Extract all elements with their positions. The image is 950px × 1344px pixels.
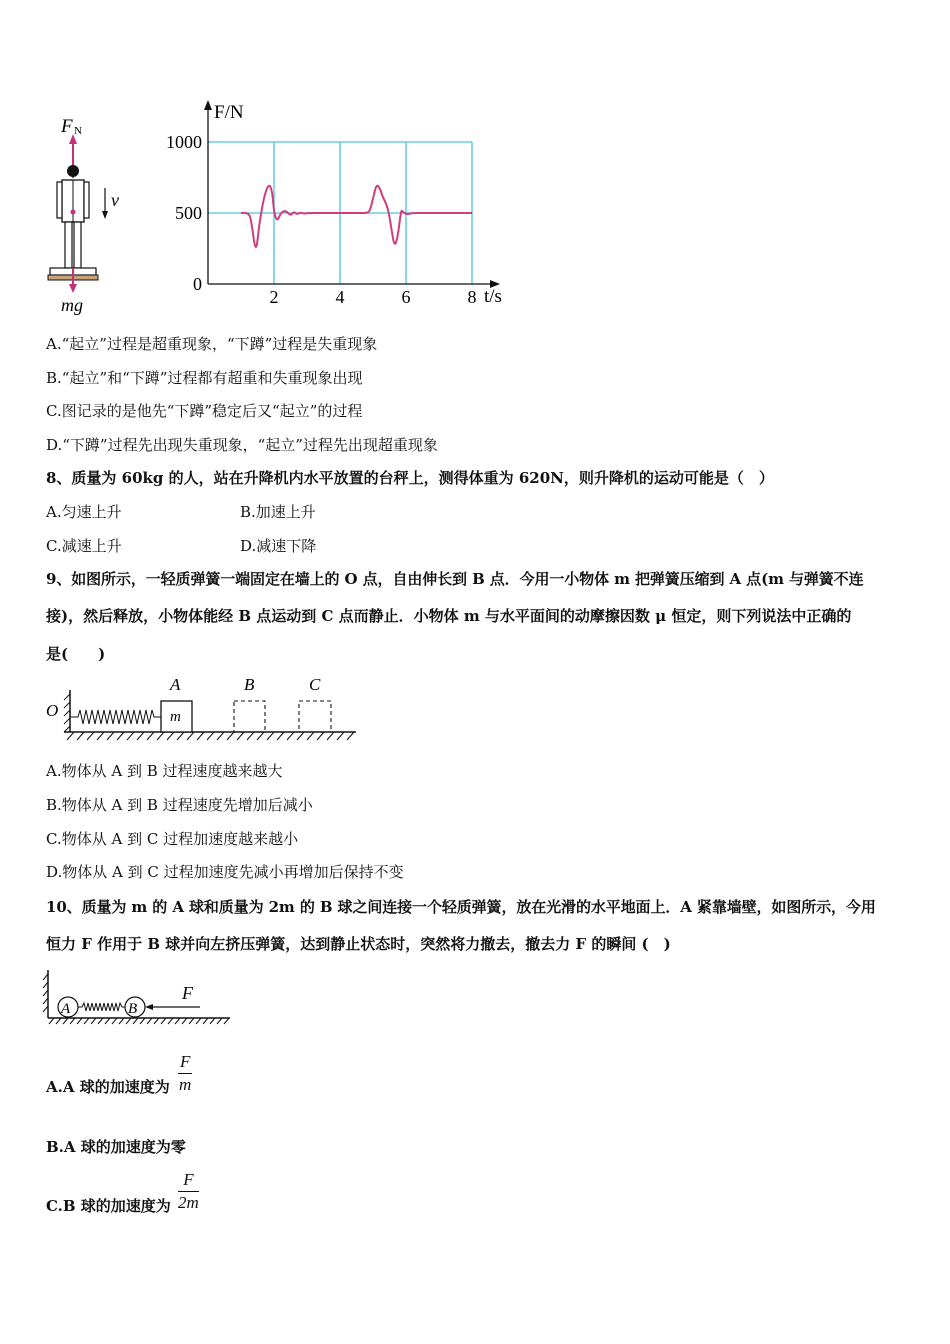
ground-hatch-mark bbox=[203, 1018, 208, 1024]
x-tick-label: 8 bbox=[467, 287, 477, 307]
y-tick-label: 500 bbox=[175, 203, 202, 223]
position-c-box bbox=[299, 701, 331, 732]
q7-option-d: D.“下蹲”过程先出现失重现象，“起立”过程先出现超重现象 bbox=[46, 436, 438, 454]
point-b-label: B bbox=[244, 675, 255, 694]
q9-option-c: C.物体从 A 到 C 过程加速度越来越小 bbox=[46, 830, 299, 848]
ground-hatch-mark bbox=[347, 732, 354, 740]
ground-hatch-mark bbox=[161, 1018, 166, 1024]
ground-hatch-mark bbox=[177, 732, 184, 740]
two-ball-spring-figure bbox=[40, 966, 240, 1028]
ground-hatch-mark bbox=[257, 732, 264, 740]
ground-hatch-mark bbox=[119, 1018, 124, 1024]
y-tick-label: 1000 bbox=[166, 132, 202, 152]
q8-option-d: D.减速下降 bbox=[240, 537, 317, 555]
ground-hatch-mark bbox=[175, 1018, 180, 1024]
ground-hatch-mark bbox=[197, 732, 204, 740]
q9-stem-line2: 接)，然后释放，小物体能经 B 点运动到 C 点而静止．小物体 m 与水平面间的动摩擦因数 μ 恒定，则下列说法中正确的 bbox=[46, 607, 852, 625]
force-series-line bbox=[241, 186, 472, 247]
force-time-chart bbox=[150, 96, 520, 316]
ground-hatch-mark bbox=[237, 732, 244, 740]
ground-hatch-mark bbox=[168, 1018, 173, 1024]
q10-option-c: C.B 球的加速度为 bbox=[46, 1197, 171, 1215]
ground-hatch-mark bbox=[247, 732, 254, 740]
fraction-numerator: F bbox=[180, 1052, 191, 1071]
q10-stem-line2: 恒力 F 作用于 B 球并向左挤压弹簧，达到静止状态时，突然将力撤去，撤去力 F 的瞬间 ( ) bbox=[46, 935, 671, 953]
ground-hatch-mark bbox=[91, 1018, 96, 1024]
spring bbox=[70, 710, 161, 724]
y-axis-arrowhead bbox=[204, 100, 212, 110]
block-m-label: m bbox=[170, 709, 181, 725]
ground-hatch-mark bbox=[189, 1018, 194, 1024]
ground-hatch-mark bbox=[117, 732, 124, 740]
ground-hatch-mark bbox=[196, 1018, 201, 1024]
ground-hatch-mark bbox=[267, 732, 274, 740]
ground-hatch-mark bbox=[56, 1018, 61, 1024]
q10-option-b: B.A 球的加速度为零 bbox=[46, 1138, 186, 1156]
q7-option-b: B.“起立”和“下蹲”过程都有超重和失重现象出现 bbox=[46, 369, 363, 387]
fn-subscript: N bbox=[74, 125, 82, 137]
x-tick-label: 2 bbox=[269, 287, 279, 307]
x-axis-label: t/s bbox=[484, 286, 502, 307]
ground-hatch-mark bbox=[182, 1018, 187, 1024]
ball-b-label: B bbox=[128, 1001, 138, 1017]
ground-hatch-mark bbox=[127, 732, 134, 740]
y-tick-label: 0 bbox=[193, 274, 202, 294]
q8-stem: 8、质量为 60kg 的人，站在升降机内水平放置的台秤上，测得体重为 620N，则升降机的运动可能是（ ） bbox=[46, 469, 774, 487]
ball-a-label: A bbox=[61, 1001, 71, 1017]
q8-option-b: B.加速上升 bbox=[240, 503, 316, 521]
ground-hatch-mark bbox=[87, 732, 94, 740]
ground-hatch-mark bbox=[287, 732, 294, 740]
ground-hatch-mark bbox=[217, 1018, 222, 1024]
q9-option-b: B.物体从 A 到 B 过程速度先增加后减小 bbox=[46, 796, 313, 814]
ground-hatch-mark bbox=[107, 732, 114, 740]
ground-hatch-mark bbox=[105, 1018, 110, 1024]
q9-stem-line3: 是( ) bbox=[46, 645, 106, 663]
ground-hatch-mark bbox=[327, 732, 334, 740]
chart-axes bbox=[204, 100, 500, 288]
ground-hatch-mark bbox=[98, 1018, 103, 1024]
q10-option-a-fraction bbox=[178, 1052, 192, 1095]
spring-block-figure bbox=[40, 672, 370, 752]
ground-hatch-mark bbox=[154, 1018, 159, 1024]
person-head bbox=[67, 165, 79, 177]
q8-option-c: C.减速上升 bbox=[46, 537, 122, 555]
ground-hatch-mark bbox=[147, 732, 154, 740]
ground-hatch-mark bbox=[337, 732, 344, 740]
ground-hatch-mark bbox=[217, 732, 224, 740]
y-axis-label: F/N bbox=[214, 102, 244, 123]
position-b-box bbox=[234, 701, 265, 732]
ground-hatch-mark bbox=[63, 1018, 68, 1024]
ground-hatch-mark bbox=[49, 1018, 54, 1024]
ground-hatch-mark bbox=[67, 732, 74, 740]
q7-option-a: A.“起立”过程是超重现象，“下蹲”过程是失重现象 bbox=[46, 335, 378, 353]
ground-hatch-mark bbox=[126, 1018, 131, 1024]
ground-hatch-mark bbox=[307, 732, 314, 740]
ground-hatch-mark bbox=[140, 1018, 145, 1024]
fraction-denominator: m bbox=[179, 1075, 192, 1094]
x-tick-label: 6 bbox=[401, 287, 411, 307]
ground-hatch-mark bbox=[297, 732, 304, 740]
ground-hatch-mark bbox=[77, 732, 84, 740]
fraction-numerator: F bbox=[183, 1170, 194, 1189]
force-label: F bbox=[182, 983, 193, 1003]
q10-option-c-fraction bbox=[178, 1170, 199, 1213]
q8-option-a: A.匀速上升 bbox=[46, 503, 122, 521]
ground-hatch-mark bbox=[167, 732, 174, 740]
fn-label: F bbox=[61, 116, 73, 137]
ground-hatch-mark bbox=[277, 732, 284, 740]
point-c-label: C bbox=[309, 675, 321, 694]
ground-hatch-mark bbox=[157, 732, 164, 740]
ground-hatch-mark bbox=[84, 1018, 89, 1024]
q9-option-a: A.物体从 A 到 B 过程速度越来越大 bbox=[46, 762, 283, 780]
x-tick-label: 4 bbox=[335, 287, 345, 307]
ground-hatch-mark bbox=[224, 1018, 229, 1024]
ground-hatch-mark bbox=[210, 1018, 215, 1024]
q7-option-c: C.图记录的是他先“下蹲”稳定后又“起立”的过程 bbox=[46, 402, 363, 420]
q10-stem-line1: 10、质量为 m 的 A 球和质量为 2m 的 B 球之间连接一个轻质弹簧，放在光滑的水平地面上．A 紧靠墙壁，如图所示，今用 bbox=[46, 898, 876, 916]
point-a-label: A bbox=[170, 675, 181, 694]
ground-hatch-mark bbox=[187, 732, 194, 740]
mg-label: mg bbox=[61, 295, 83, 315]
q9-stem-line1: 9、如图所示，一轻质弹簧一端固定在墙上的 O 点，自由伸长到 B 点．今用一小物体 m 把弹簧压缩到 A 点(m 与弹簧不连 bbox=[46, 570, 864, 588]
ground-hatch-mark bbox=[137, 732, 144, 740]
ground-hatch-mark bbox=[227, 732, 234, 740]
ground-hatch-mark bbox=[133, 1018, 138, 1024]
ground-hatch-mark bbox=[112, 1018, 117, 1024]
ground-hatch-mark bbox=[97, 732, 104, 740]
q10-option-a: A.A 球的加速度为 bbox=[46, 1078, 170, 1096]
v-label: v bbox=[111, 190, 119, 210]
ground-hatch-mark bbox=[317, 732, 324, 740]
spring bbox=[78, 1003, 125, 1011]
ground-hatch-mark bbox=[147, 1018, 152, 1024]
person-on-scale-figure bbox=[40, 108, 140, 318]
fraction-denominator: 2m bbox=[178, 1193, 199, 1212]
point-o-label: O bbox=[46, 701, 59, 720]
ground-hatch-mark bbox=[77, 1018, 82, 1024]
q9-option-d: D.物体从 A 到 C 过程加速度先减小再增加后保持不变 bbox=[46, 863, 404, 881]
ground-hatch-mark bbox=[207, 732, 214, 740]
ground-hatch-mark bbox=[70, 1018, 75, 1024]
